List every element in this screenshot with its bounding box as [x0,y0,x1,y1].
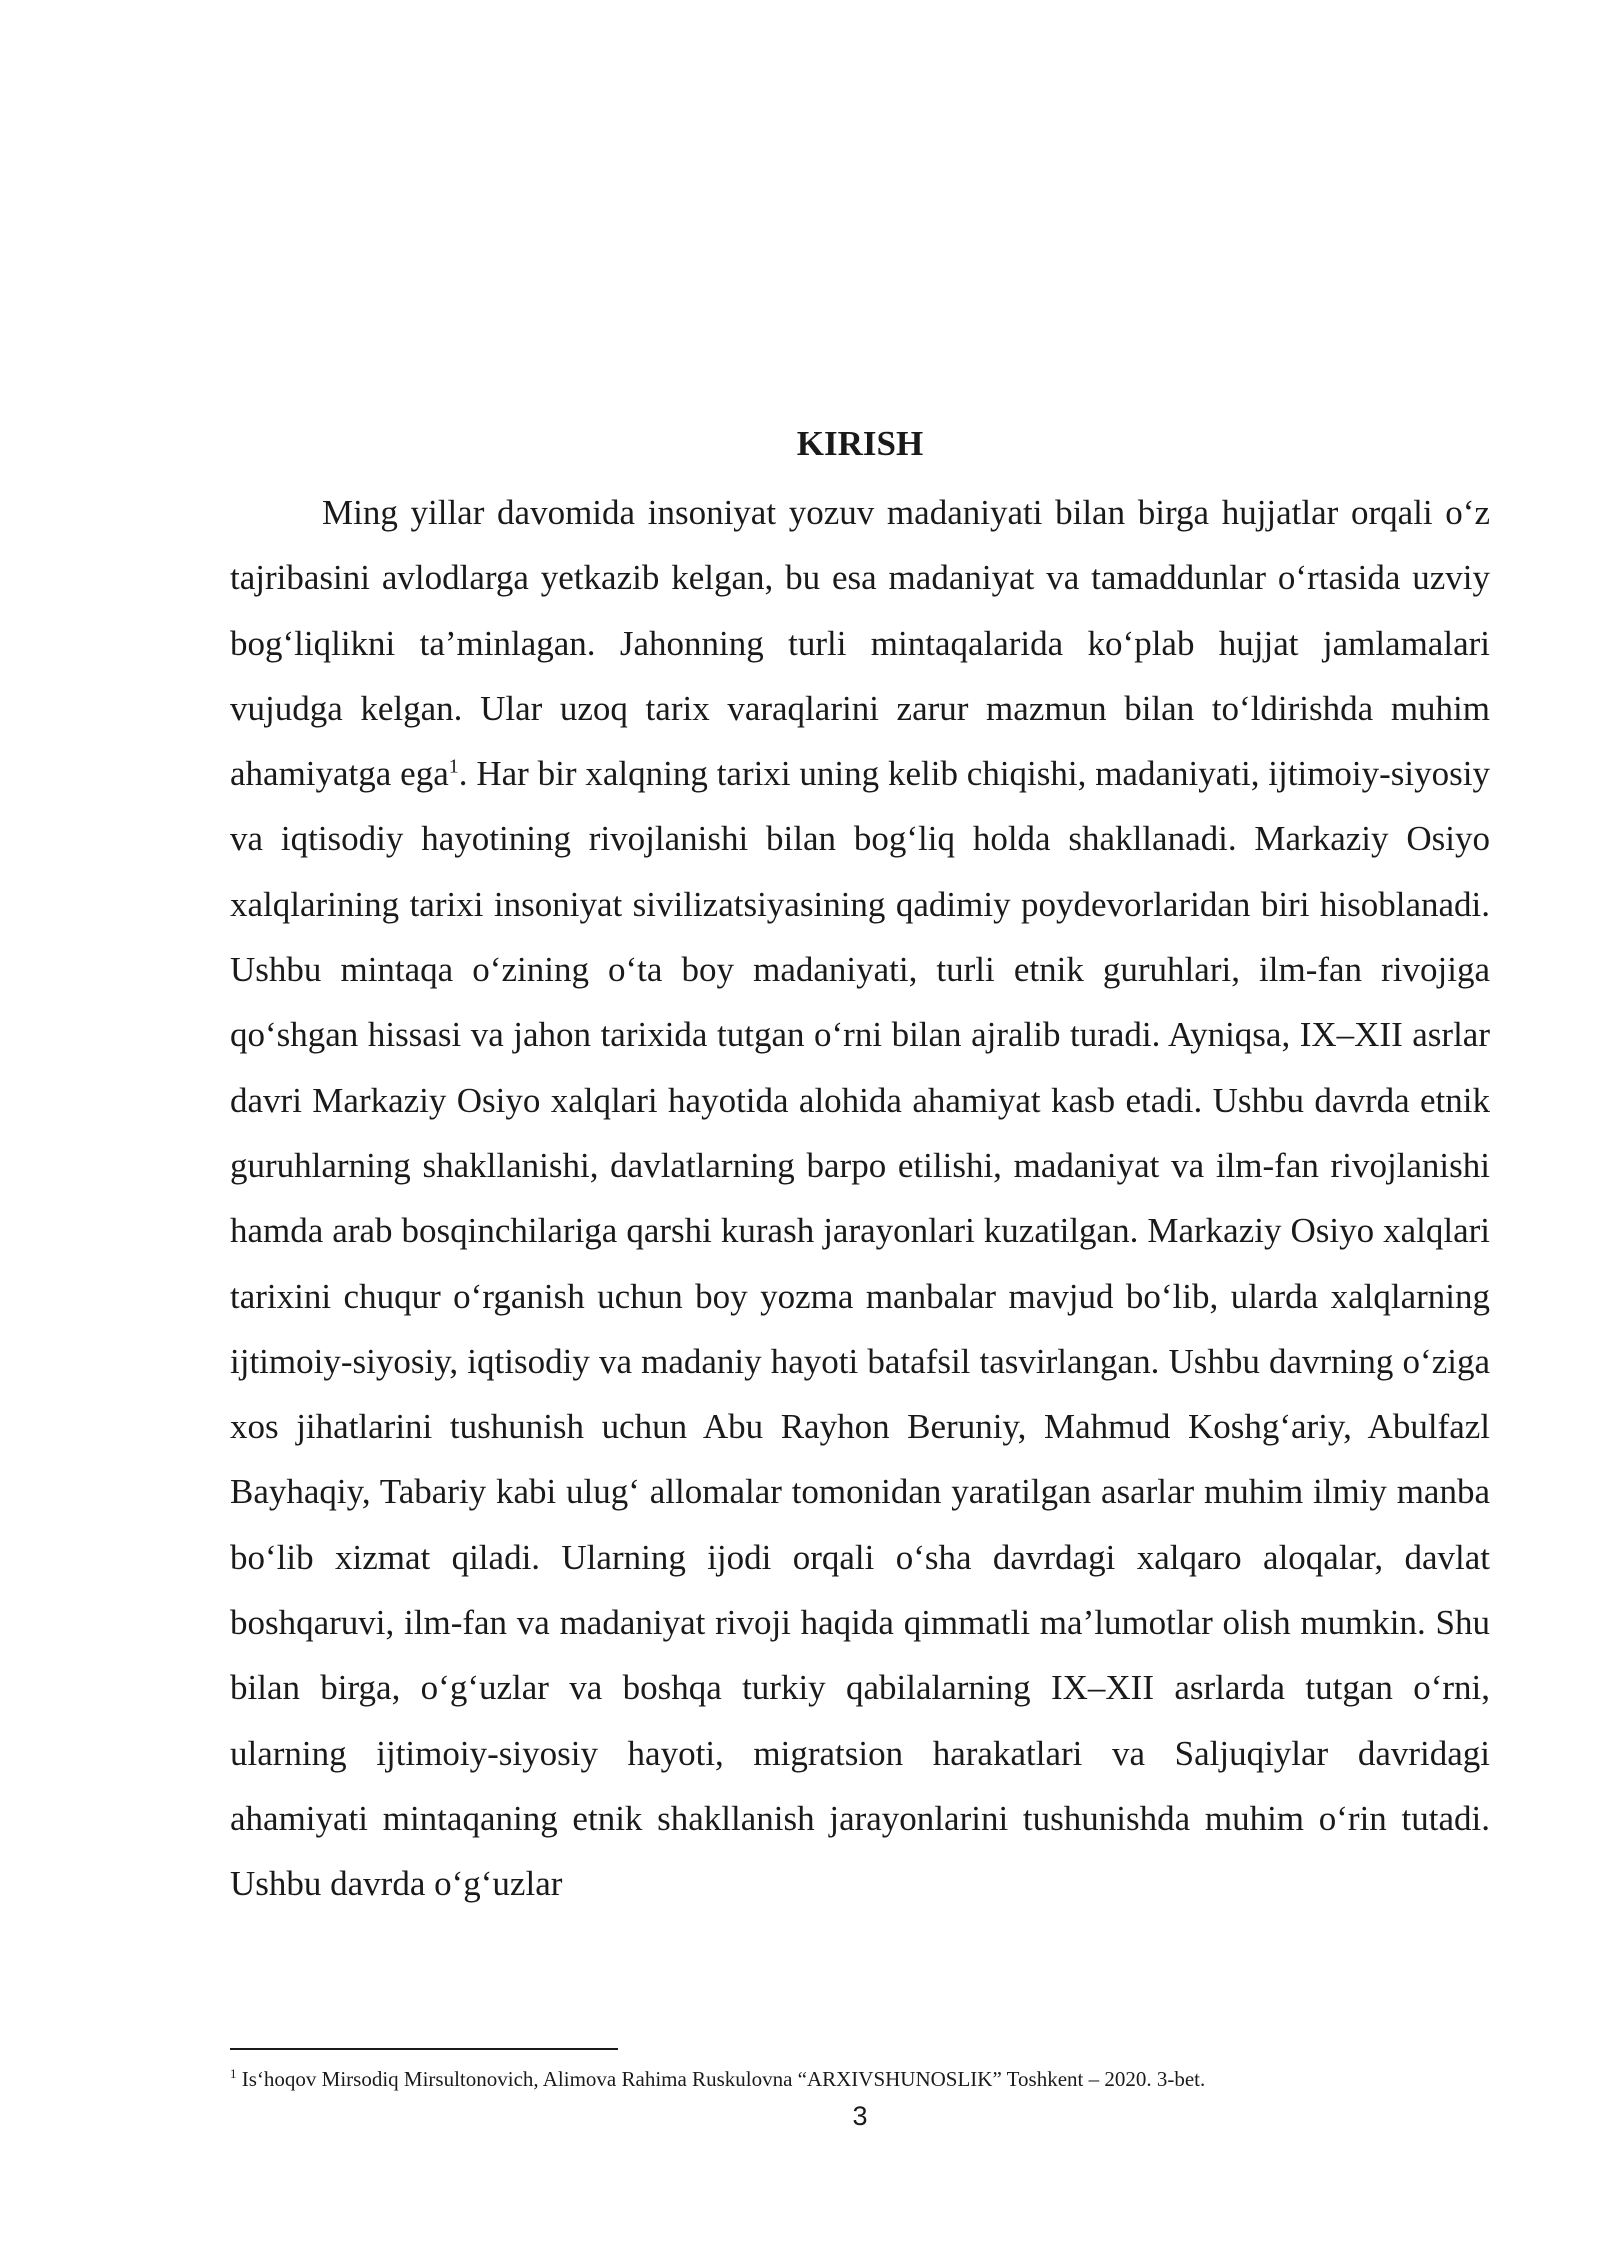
body-paragraph [230,480,1490,1917]
footnote-reference[interactable]: 1 [448,755,459,778]
page-number: 3 [852,2101,868,2131]
footnote-divider [230,2048,618,2050]
section-heading: KIRISH [796,424,924,463]
footnote-text: Is‘hoqov Mirsodiq Mirsultonovich, Alimova Rahima Ruskulovna “ARXIVSHUNOSLIK” Toshkent – 2020. 3-bet. [236,2067,1206,2091]
footnote [230,2064,1490,2094]
body-text-part-1: Ming yillar davomida insoniyat yozuv madaniyati bilan birga hujjatlar orqali o‘z tajribasini avlodlarga yetkazib kelgan, bu esa madaniyat va tamaddunlar o‘rtasida uzviy bog‘liqlikni ta’minlagan. Jahonning turli mintaqalarida ko‘plab hujjat jamlamalari vujudga kelgan. Ular uzoq tarix varaqlarini zarur mazmun bilan to‘ldirishda muhim ahamiyatga ega [230,493,1490,794]
body-text-part-2: . Har bir xalqning tarixi uning kelib chiqishi, madaniyati, ijtimoiy-siyosiy va iqtisodiy hayotining rivojlanishi bilan bog‘liq holda shakllanadi. Markaziy Osiyo xalqlarining tarixi insoniyat sivilizatsiyasining qadimiy poydevorlaridan biri hisoblanadi. Ushbu mintaqa o‘zining o‘ta boy madaniyati, turli etnik guruhlari, ilm-fan rivojiga qo‘shgan hissasi va jahon tarixida tutgan o‘rni bilan ajralib turadi. Ayniqsa, IX–XII asrlar davri Markaziy Osiyo xalqlari hayotida alohida ahamiyat kasb etadi. Ushbu davrda etnik guruhlarning shakllanishi, davlatlarning barpo etilishi, madaniyat va ilm-fan rivojlanishi hamda arab bosqinchilariga qarshi kurash jarayonlari kuzatilgan. Markaziy Osiyo xalqlari tarixini chuqur o‘rganish uchun boy yozma manbalar mavjud bo‘lib, ularda xalqlarning ijtimoiy-siyosiy, iqtisodiy va madaniy hayoti batafsil tasvirlangan. Ushbu davrning o‘ziga xos jihatlarini tushunish uchun Abu Rayhon Beruniy, Mahmud Koshg‘ariy, Abulfazl Bayhaqiy, Tabariy kabi ulug‘ allomalar tomonidan yaratilgan asarlar muhim ilmiy manba bo‘lib xizmat qiladi. Ularning ijodi orqali o‘sha davrdagi xalqaro aloqalar, davlat boshqaruvi, ilm-fan va madaniyat rivoji haqida qimmatli ma’lumotlar olish mumkin. Shu bilan birga, o‘g‘uzlar va boshqa turkiy qabilalarning IX–XII asrlarda tutgan o‘rni, ularning ijtimoiy-siyosiy hayoti, migratsion harakatlari va Saljuqiylar davridagi ahamiyati mintaqaning etnik shakllanish jarayonlarini tushunishda muhim o‘rin tutadi. Ushbu davrda o‘g‘uzlar [230,754,1490,1904]
footnote-number: 1 [230,2066,237,2081]
